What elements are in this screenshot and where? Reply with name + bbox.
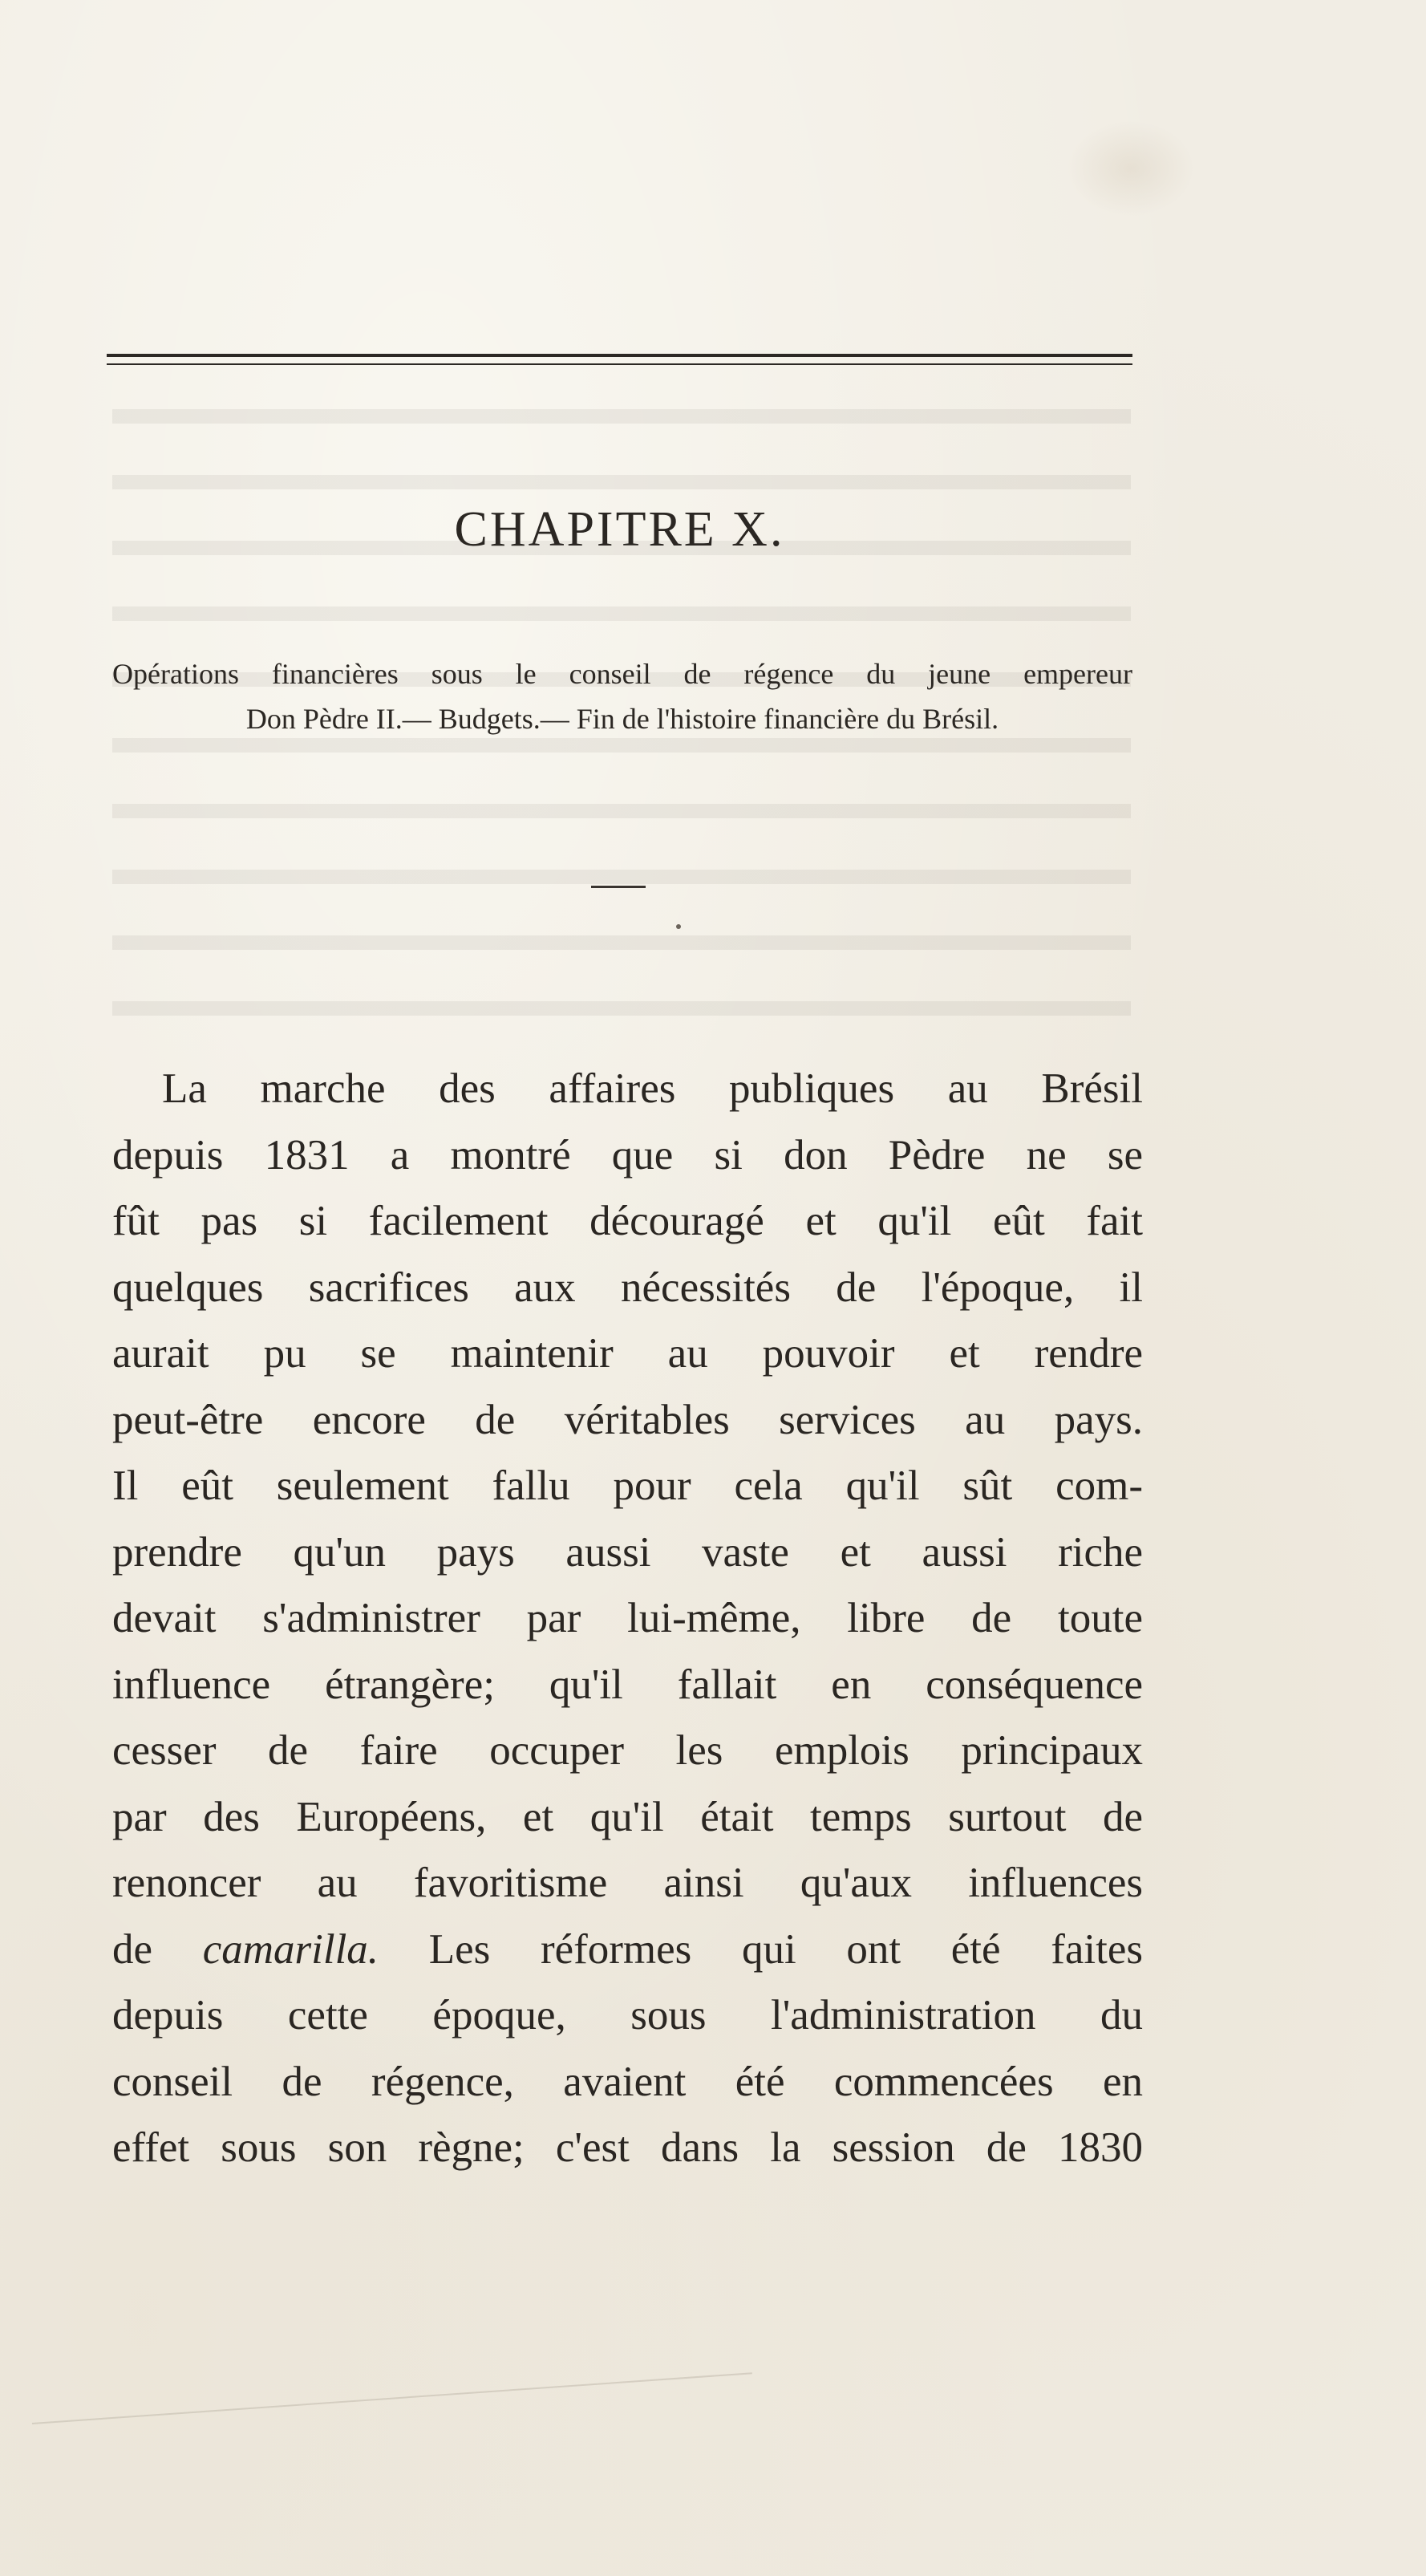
header-rule-thick [107,354,1132,357]
text-line: prendre qu'un pays aussi vaste et aussi riche [112,1528,1143,1576]
body-paragraph [112,1056,1143,2181]
text-line: devait s'administrer par lui-même, libre de toute [112,1595,1143,1641]
ornament-dot [676,924,681,929]
text-line: depuis 1831 a montré que si don Pèdre ne se [112,1131,1143,1178]
summary-line: Opérations financières sous le conseil de régence du jeune empereur [112,658,1132,690]
text-line: depuis cette époque, sous l'administration du [112,1992,1143,2038]
chapter-summary [112,651,1132,741]
text-line: Il eût seulement fallu pour cela qu'il sût com- [112,1462,1143,1509]
text-line: par des Européens, et qu'il était temps surtout de [112,1793,1143,1840]
chapter-title: CHAPITRE X. [454,502,785,557]
italic-term: camarilla. [202,1925,379,1973]
paper-crease [32,2372,752,2424]
text-line: influence étrangère; qu'il fallait en conséquence [112,1661,1143,1708]
text-fragment: Les réformes qui ont été faites [379,1925,1143,1973]
paper-stain [1067,120,1195,217]
header-rule-thin [107,363,1132,365]
text-line: La marche des affaires publiques au Brésil [162,1065,1143,1112]
text-line: aurait pu se maintenir au pouvoir et rendre [112,1330,1143,1377]
text-line: conseil de régence, avaient été commencées en [112,2058,1143,2105]
text-line: cesser de faire occuper les emplois principaux [112,1727,1143,1774]
text-fragment: de [112,1925,203,1973]
text-line: effet sous son règne; c'est dans la session de 1830 [112,2124,1143,2171]
text-line: peut-être encore de véritables services au pays. [112,1396,1143,1443]
text-line-with-italic [112,1917,1143,1983]
summary-line: Don Pèdre II.— Budgets.— Fin de l'histoire financière du Brésil. [245,703,999,735]
section-divider [591,886,646,888]
text-line: renoncer au favoritisme ainsi qu'aux influences [112,1860,1143,1906]
text-line: quelques sacrifices aux nécessités de l'époque, il [112,1264,1143,1311]
text-line: fût pas si facilement découragé et qu'il eût fait [112,1198,1143,1244]
